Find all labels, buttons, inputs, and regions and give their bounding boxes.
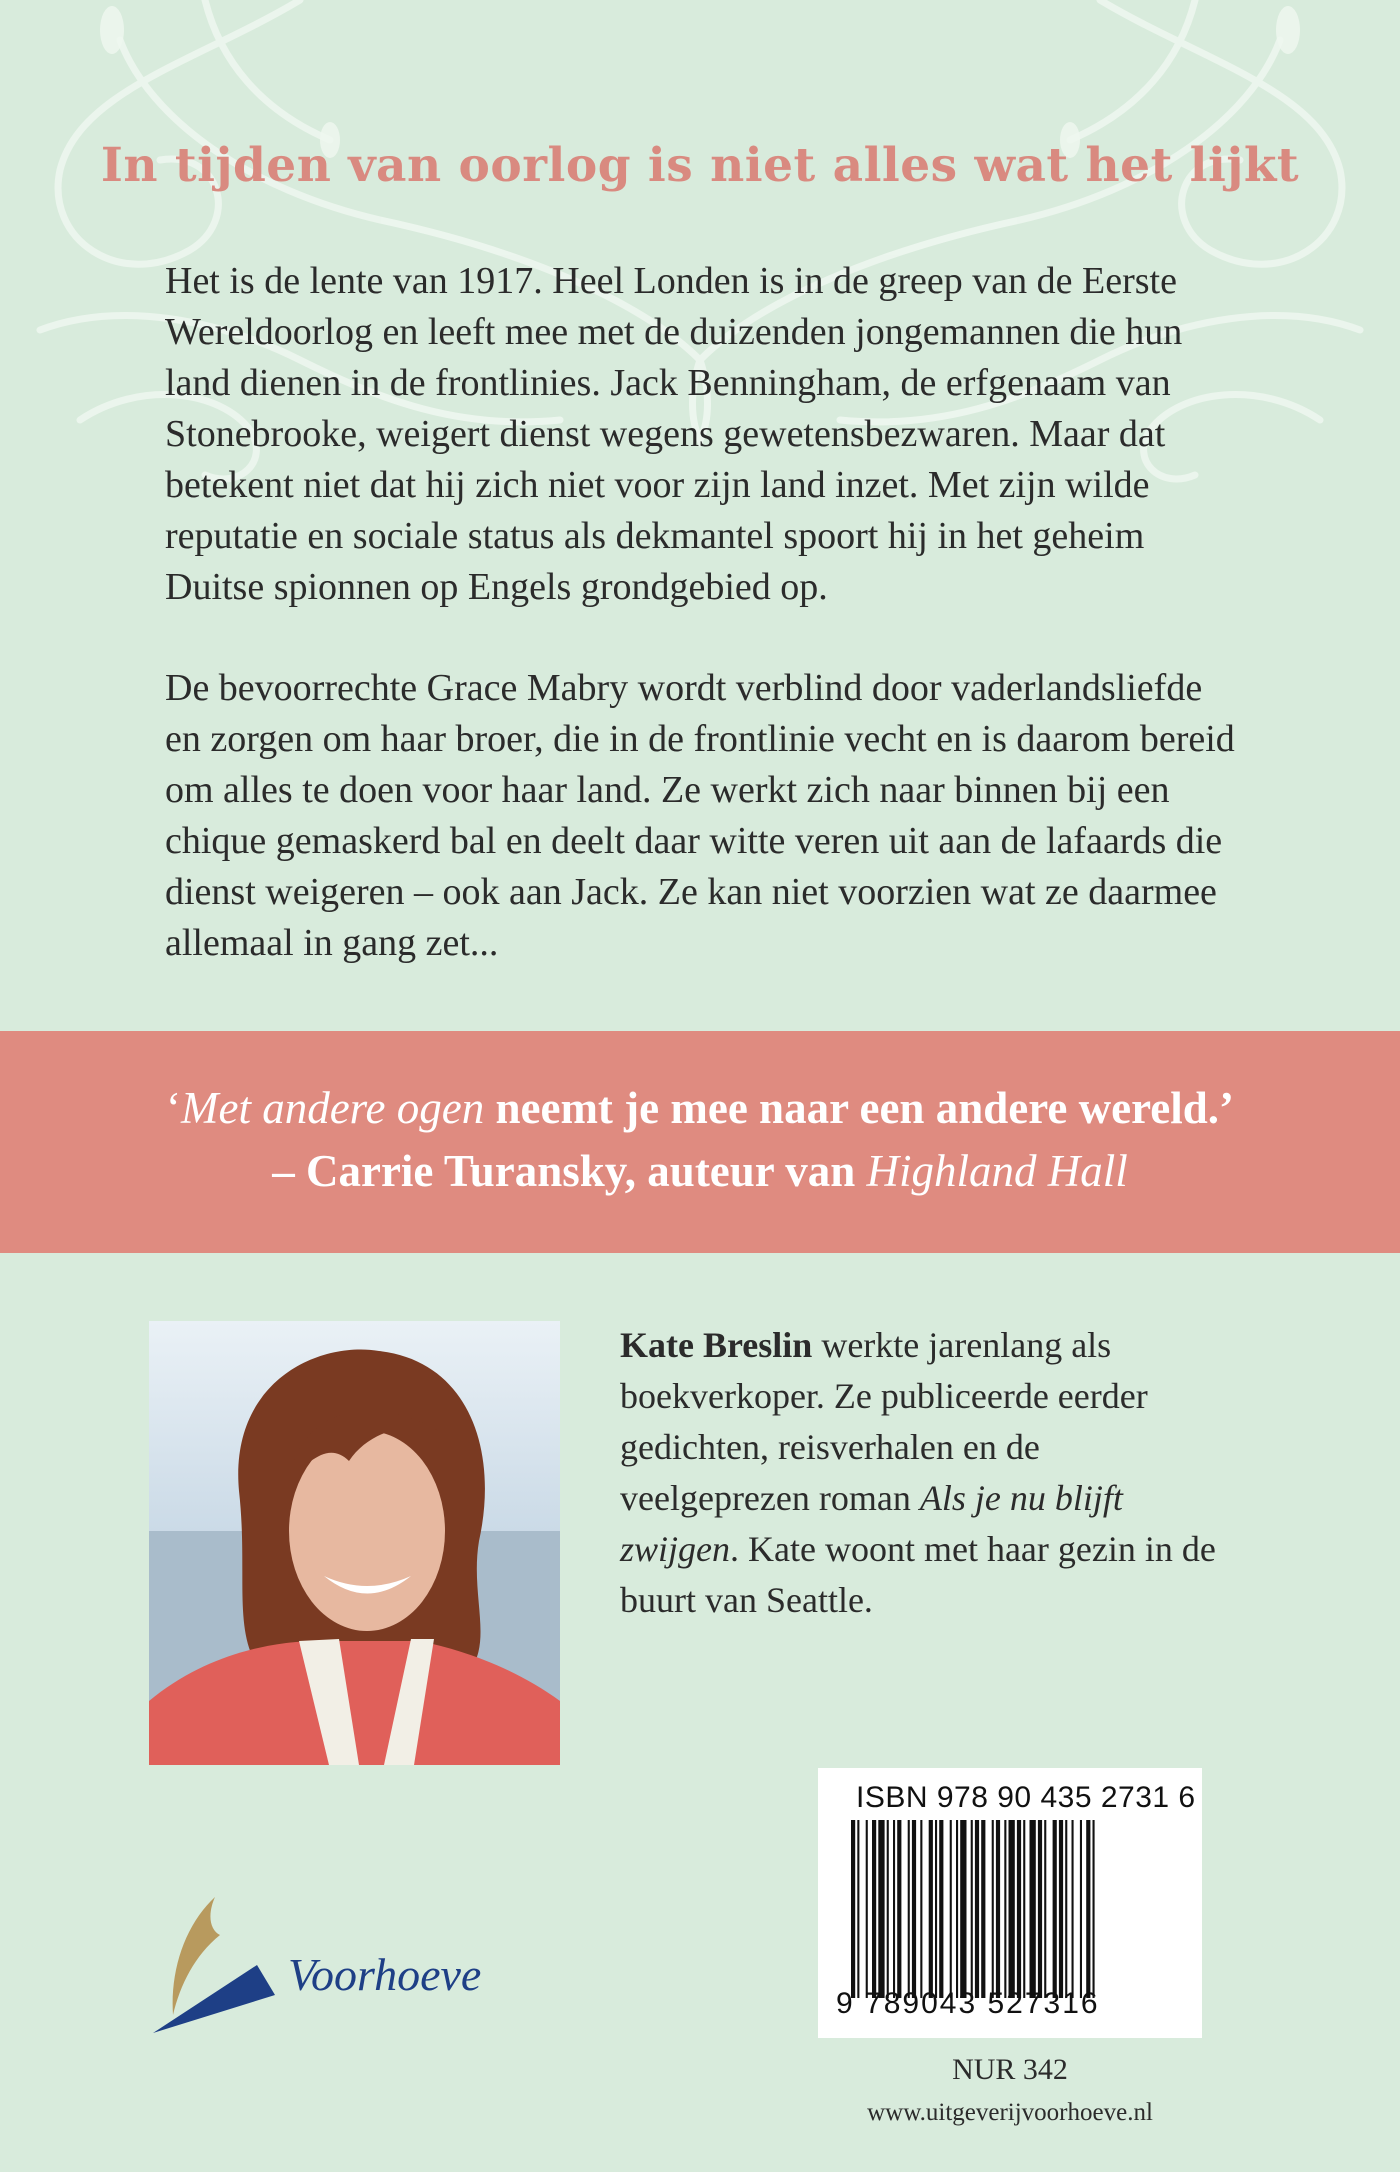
author-name: Kate Breslin xyxy=(620,1325,813,1365)
blurb-paragraph-2: De bevoorrechte Grace Mabry wordt verblind door vaderlandsliefde en zorgen om haar broer, die in de frontlinie vecht en is daarom bereid om alles te doen voor haar land. Ze werkt zich naar binnen bij een chique gemaskerd bal en deelt daar witte veren uit aan de lafaards die dienst weigeren – ook aan Jack. Ze kan niet voorzien wat ze daarmee allemaal in gang zet... xyxy=(165,667,1235,964)
quote-text: neemt je mee naar een andere wereld.’ xyxy=(484,1083,1234,1133)
quote-line-1 xyxy=(0,1077,1400,1140)
author-bio-text-1: werkte jarenlang als boekverkoper. Ze publiceerde eerder gedichten, reisverhalen en de veelgeprezen roman xyxy=(620,1325,1148,1518)
blurb-paragraph-1: Het is de lente van 1917. Heel Londen is in de greep van de Eerste Wereldoorlog en leeft mee met de duizenden jongemannen die hun land dienen in de frontlinies. Jack Benningham, de erfgenaam van Stonebrooke, weigert dienst wegens gewetensbezwaren. Maar dat betekent niet dat hij zich niet voor zijn land inzet. Met zijn wilde reputatie en sociale status als dekmantel spoort hij in het geheim Duitse spionnen op Engels grondgebied op. xyxy=(165,260,1183,608)
author-bio-book-title: Als je nu blijft zwijgen xyxy=(620,1478,1123,1569)
author-bio-text-2: . Kate woont met haar gezin in de buurt van Seattle. xyxy=(620,1529,1216,1620)
quote-book-title: Met andere ogen xyxy=(180,1083,485,1133)
isbn-label: ISBN 978 90 435 2731 6 xyxy=(856,1781,1196,1814)
ean-digits: 9 789043 527316 xyxy=(836,1987,1100,2020)
quote-open-mark: ‘ xyxy=(165,1083,181,1133)
voorhoeve-logo-icon xyxy=(145,1895,275,2035)
publisher-website: www.uitgeverijvoorhoeve.nl xyxy=(867,2099,1153,2126)
tagline: In tijden van oorlog is niet alles wat het lijkt xyxy=(100,138,1300,193)
nur-code: NUR 342 xyxy=(952,2053,1068,2086)
author-photo xyxy=(149,1321,560,1765)
quote-attribution-title: Highland Hall xyxy=(866,1146,1128,1196)
barcode-bars xyxy=(851,1820,1171,1998)
publisher-logo-text: Voorhoeve xyxy=(288,1949,482,2000)
quote-attribution: – Carrie Turansky, auteur van xyxy=(272,1146,867,1196)
author-bio xyxy=(620,1320,1220,1626)
endorsement-quote xyxy=(0,1077,1400,1203)
quote-line-2 xyxy=(0,1140,1400,1203)
